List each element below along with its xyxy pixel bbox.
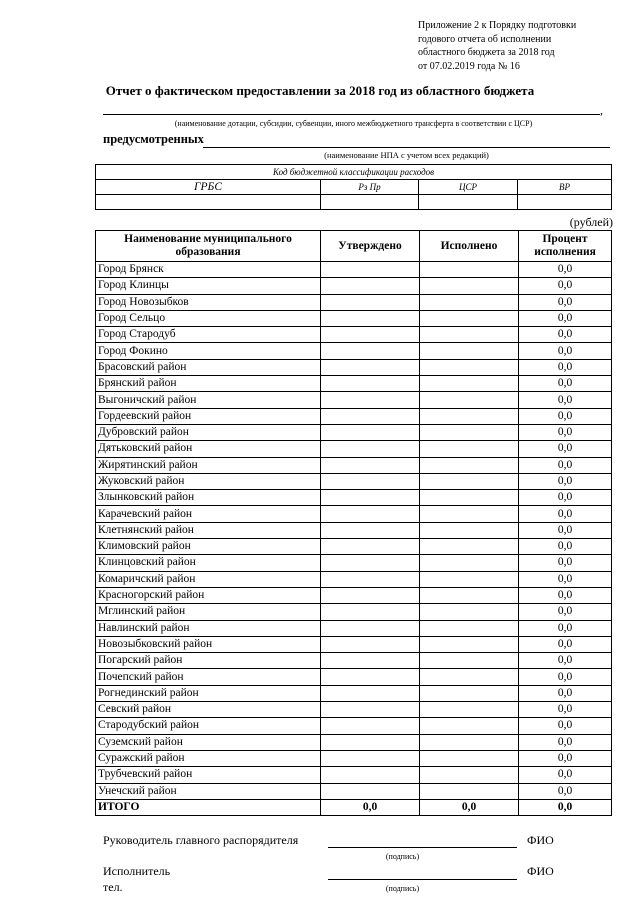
approved-cell [321, 718, 420, 734]
municipality-cell: Клетнянский район [96, 522, 321, 538]
table-row [96, 636, 612, 652]
percent-cell: 0,0 [519, 750, 612, 766]
approved-cell: 0,0 [321, 799, 420, 815]
provided-label: предусмотренных [103, 132, 204, 146]
percent-cell: 0,0 [519, 506, 612, 522]
percent-cell: 0,0 [519, 799, 612, 815]
table-row [96, 653, 612, 669]
npa-caption: (наименование НПА с учетом всех редакций) [324, 150, 489, 160]
header-executed: Исполнено [420, 231, 519, 262]
approved-cell [321, 359, 420, 375]
executed-cell [420, 424, 519, 440]
municipality-cell: Комаричский район [96, 571, 321, 587]
annex-note [418, 19, 576, 73]
executor-fio: ФИО [527, 864, 554, 878]
executed-cell [420, 359, 519, 375]
municipality-cell: Дятьковский район [96, 441, 321, 457]
table-row [96, 783, 612, 799]
table-row [96, 620, 612, 636]
table-row [96, 441, 612, 457]
kbk-value-rzpr [321, 195, 419, 210]
table-row [96, 669, 612, 685]
executed-cell [420, 783, 519, 799]
executed-cell [420, 343, 519, 359]
percent-cell: 0,0 [519, 571, 612, 587]
table-row [96, 571, 612, 587]
approved-cell [321, 294, 420, 310]
percent-cell: 0,0 [519, 636, 612, 652]
table-row [96, 767, 612, 783]
municipality-cell: Новозыбковский район [96, 636, 321, 652]
executed-cell [420, 555, 519, 571]
executed-cell [420, 571, 519, 587]
transfer-name-line [103, 114, 600, 115]
percent-cell: 0,0 [519, 604, 612, 620]
percent-cell: 0,0 [519, 490, 612, 506]
approved-cell [321, 653, 420, 669]
percent-cell: 0,0 [519, 539, 612, 555]
municipality-cell: Город Брянск [96, 262, 321, 278]
kbk-col-csr: ЦСР [419, 180, 518, 195]
municipality-cell: Злынковский район [96, 490, 321, 506]
table-row [96, 408, 612, 424]
executed-cell [420, 653, 519, 669]
executed-cell [420, 702, 519, 718]
kbk-value-csr [419, 195, 518, 210]
annex-line: Приложение 2 к Порядку подготовки [418, 20, 577, 31]
header-municipality: Наименование муниципального образования [96, 231, 321, 262]
executed-cell [420, 408, 519, 424]
municipality-cell: Стародубский район [96, 718, 321, 734]
percent-cell: 0,0 [519, 767, 612, 783]
percent-cell: 0,0 [519, 424, 612, 440]
table-row [96, 392, 612, 408]
municipality-cell: Брасовский район [96, 359, 321, 375]
approved-cell [321, 506, 420, 522]
kbk-value-vr [518, 195, 612, 210]
municipality-cell: Город Клинцы [96, 278, 321, 294]
table-row [96, 734, 612, 750]
annex-line: от 07.02.2019 года № 16 [418, 60, 520, 72]
municipality-cell: ИТОГО [96, 799, 321, 815]
percent-cell: 0,0 [519, 327, 612, 343]
municipality-cell: Жирятинский район [96, 457, 321, 473]
table-row [96, 604, 612, 620]
municipality-cell: Выгоничский район [96, 392, 321, 408]
approved-cell [321, 457, 420, 473]
approved-cell [321, 490, 420, 506]
approved-cell [321, 587, 420, 603]
municipality-cell: Клинцовский район [96, 555, 321, 571]
executed-cell [420, 506, 519, 522]
percent-cell: 0,0 [519, 522, 612, 538]
municipality-cell: Город Новозыбков [96, 294, 321, 310]
municipality-cell: Суражский район [96, 750, 321, 766]
percent-cell: 0,0 [519, 653, 612, 669]
municipality-cell: Севский район [96, 702, 321, 718]
percent-cell: 0,0 [519, 278, 612, 294]
kbk-header: Код бюджетной классификации расходов [96, 165, 612, 180]
approved-cell [321, 604, 420, 620]
municipality-cell: Унечский район [96, 783, 321, 799]
approved-cell [321, 327, 420, 343]
municipality-cell: Карачевский район [96, 506, 321, 522]
executed-cell [420, 750, 519, 766]
percent-cell: 0,0 [519, 392, 612, 408]
approved-cell [321, 343, 420, 359]
percent-cell: 0,0 [519, 685, 612, 701]
percent-cell: 0,0 [519, 262, 612, 278]
table-row [96, 718, 612, 734]
percent-cell: 0,0 [519, 408, 612, 424]
percent-cell: 0,0 [519, 294, 612, 310]
executed-cell [420, 490, 519, 506]
executed-cell [420, 310, 519, 326]
approved-cell [321, 262, 420, 278]
percent-cell: 0,0 [519, 343, 612, 359]
head-label: Руководитель главного распорядителя [103, 833, 299, 847]
executed-cell [420, 327, 519, 343]
approved-cell [321, 522, 420, 538]
table-row [96, 262, 612, 278]
approved-cell [321, 424, 420, 440]
executed-cell [420, 441, 519, 457]
municipality-cell: Гордеевский район [96, 408, 321, 424]
total-row [96, 799, 612, 815]
percent-cell: 0,0 [519, 718, 612, 734]
percent-cell: 0,0 [519, 359, 612, 375]
head-fio: ФИО [527, 833, 554, 847]
municipality-cell: Мглинский район [96, 604, 321, 620]
table-row [96, 506, 612, 522]
executed-cell [420, 539, 519, 555]
municipality-cell: Город Стародуб [96, 327, 321, 343]
approved-cell [321, 767, 420, 783]
table-row [96, 490, 612, 506]
approved-cell [321, 702, 420, 718]
municipality-cell: Погарский район [96, 653, 321, 669]
approved-cell [321, 310, 420, 326]
percent-cell: 0,0 [519, 783, 612, 799]
table-row [96, 522, 612, 538]
executed-cell [420, 587, 519, 603]
head-signature-line [328, 847, 517, 848]
approved-cell [321, 783, 420, 799]
table-row [96, 457, 612, 473]
table-row [96, 702, 612, 718]
table-row [96, 587, 612, 603]
executed-cell [420, 294, 519, 310]
percent-cell: 0,0 [519, 457, 612, 473]
approved-cell [321, 669, 420, 685]
approved-cell [321, 734, 420, 750]
executed-cell [420, 457, 519, 473]
executor-label: Исполнитель [103, 864, 171, 878]
percent-cell: 0,0 [519, 310, 612, 326]
approved-cell [321, 408, 420, 424]
executed-cell [420, 718, 519, 734]
percent-cell: 0,0 [519, 702, 612, 718]
table-row [96, 750, 612, 766]
executed-cell [420, 669, 519, 685]
municipality-cell: Брянский район [96, 376, 321, 392]
municipality-cell: Рогнединский район [96, 685, 321, 701]
municipality-cell: Суземский район [96, 734, 321, 750]
executed-cell [420, 392, 519, 408]
executed-cell [420, 278, 519, 294]
executor-sign-caption: (подпись) [385, 884, 420, 893]
municipality-cell: Дубровский район [96, 424, 321, 440]
transfer-caption: (наименование дотации, субсидии, субвенции, иного межбюджетного трансферта в соответствии с ЦСР) [174, 119, 533, 128]
executed-cell: 0,0 [420, 799, 519, 815]
phone-label: тел. [103, 880, 123, 894]
municipality-cell: Жуковский район [96, 473, 321, 489]
table-row [96, 310, 612, 326]
report-table [95, 230, 612, 816]
municipality-cell: Трубчевский район [96, 767, 321, 783]
executed-cell [420, 636, 519, 652]
table-row [96, 473, 612, 489]
table-row [96, 359, 612, 375]
municipality-cell: Почепский район [96, 669, 321, 685]
npa-line [203, 147, 610, 148]
approved-cell [321, 473, 420, 489]
executed-cell [420, 734, 519, 750]
table-row [96, 294, 612, 310]
annex-line: годового отчета об исполнении [418, 33, 552, 45]
executed-cell [420, 604, 519, 620]
table-row [96, 685, 612, 701]
units-label: (рублей) [569, 215, 613, 229]
municipality-cell: Город Сельцо [96, 310, 321, 326]
approved-cell [321, 441, 420, 457]
table-row [96, 343, 612, 359]
kbk-value-grbs [96, 195, 321, 210]
trailing-comma: , [600, 103, 603, 117]
municipality-cell: Красногорский район [96, 587, 321, 603]
percent-cell: 0,0 [519, 473, 612, 489]
approved-cell [321, 392, 420, 408]
approved-cell [321, 555, 420, 571]
percent-cell: 0,0 [519, 620, 612, 636]
executor-signature-line [328, 879, 517, 880]
executed-cell [420, 685, 519, 701]
municipality-cell: Климовский район [96, 539, 321, 555]
head-sign-caption: (подпись) [385, 852, 420, 861]
header-percent: Процент исполнения [519, 231, 612, 262]
kbk-table [95, 164, 612, 210]
percent-cell: 0,0 [519, 587, 612, 603]
executed-cell [420, 522, 519, 538]
approved-cell [321, 750, 420, 766]
approved-cell [321, 685, 420, 701]
kbk-col-rzpr: Рз Пр [321, 180, 419, 195]
table-row [96, 424, 612, 440]
kbk-col-grbs: ГРБС [96, 180, 321, 195]
approved-cell [321, 620, 420, 636]
percent-cell: 0,0 [519, 669, 612, 685]
percent-cell: 0,0 [519, 441, 612, 457]
table-row [96, 376, 612, 392]
executed-cell [420, 376, 519, 392]
report-title: Отчет о фактическом предоставлении за 2018 год из областного бюджета [105, 83, 535, 98]
executed-cell [420, 620, 519, 636]
executed-cell [420, 473, 519, 489]
approved-cell [321, 571, 420, 587]
kbk-col-vr: ВР [518, 180, 612, 195]
percent-cell: 0,0 [519, 734, 612, 750]
municipality-cell: Навлинский район [96, 620, 321, 636]
executed-cell [420, 262, 519, 278]
table-row [96, 278, 612, 294]
annex-line: областного бюджета за 2018 год [418, 47, 555, 58]
approved-cell [321, 539, 420, 555]
municipality-cell: Город Фокино [96, 343, 321, 359]
percent-cell: 0,0 [519, 376, 612, 392]
percent-cell: 0,0 [519, 555, 612, 571]
executed-cell [420, 767, 519, 783]
approved-cell [321, 278, 420, 294]
header-approved: Утверждено [321, 231, 420, 262]
approved-cell [321, 636, 420, 652]
table-row [96, 555, 612, 571]
table-row [96, 327, 612, 343]
approved-cell [321, 376, 420, 392]
table-row [96, 539, 612, 555]
